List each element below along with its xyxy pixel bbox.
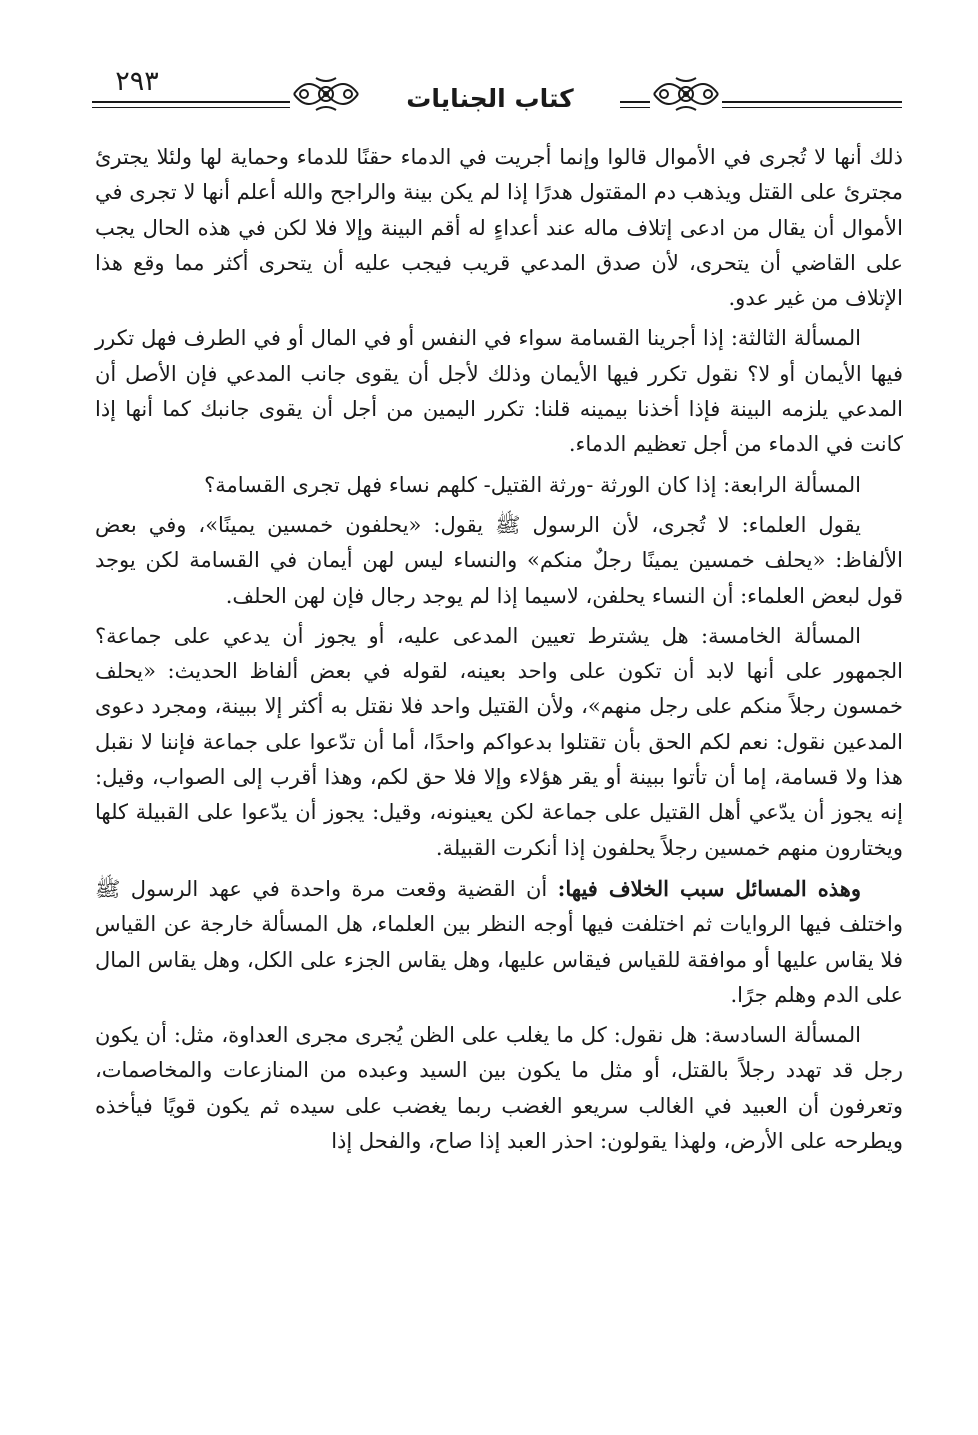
- paragraph-text: أن القضية وقعت مرة واحدة في عهد الرسول ﷺ واختلف فيها الروايات ثم اختلفت فيها أوجه النظر بين العلماء، هل المسألة خارجة عن القياس فلا يقاس عليها أو موافقة للقياس فيقاس عليها، وهل يقاس الجزء على الكل، وهل يقاس المال على الدم وهلم جرًا.: [95, 876, 903, 1007]
- paragraph: المسألة الخامسة: هل يشترط تعيين المدعى عليه، أو يجوز أن يدعي على جماعة؟ الجمهور على أنها لابد أن تكون على واحد بعينه، لقوله في بعض ألفاظ الحديث: «يحلف خمسون رجلاً منكم على رجل منهم»، ولأن القتيل واحد فلا نقتل به أكثر إلا ببينة، ومجرد دعوى المدعين نقول: نعم لكم الحق بأن تقتلوا بدعواكم واحدًا، أما أن تدّعوا على جماعة فإننا لا نقبل هذا ولا قسامة، إما أن تأتوا ببينة أو يقر هؤلاء وإلا فلا حق لكم، وهذا أقرب إلى الصواب، وقيل: إنه يجوز أن يدّعي أهل القتيل على جماعة لكن يعينونه، وقيل: يجوز أن يدّعوا على القبيلة كلها ويختارون منهم خمسين رجلاً يحلفون إذا أنكرت القبيلة.: [95, 623, 903, 860]
- paragraph: المسألة السادسة: هل نقول: كل ما يغلب على الظن يُجرى مجرى العداوة، مثل: أن يكون رجل قد تهدد رجلاً بالقتل، أو مثل ما يكون بين السيد وعبده من المنازعات والمخاصمات، وتعرفون أن العبيد في الغالب سريعو الغضب ربما يغضب على سيده ثم يكون قويًا فيأخذه ويطرحه على الأرض، ولهذا يقولون: احذر العبد إذا صاح، والفحل إذا: [95, 1023, 903, 1154]
- paragraph: يقول العلماء: لا تُجرى، لأن الرسول ﷺ يقول: «يحلفون خمسين يمينًا»، وفي بعض الألفاظ: «يحلف خمسين يمينًا رجلٌ منكم» والنساء ليس لهن أيمان في القسامة لكن يوجد قول لبعض العلماء: أن النساء يحلفن، لاسيما إذا لم يوجد رجال فإن لهن الحلف.: [95, 512, 903, 608]
- paragraph: المسألة الرابعة: إذا كان الورثة -ورثة القتيل- كلهم نساء فهل تجرى القسامة؟: [204, 472, 861, 497]
- page-header: [0, 0, 978, 140]
- paragraph: ذلك أنها لا تُجرى في الأموال قالوا وإنما أجريت في الدماء حقنًا للدماء وحماية لها ولئلا يجترئ مجترئ على القتل ويذهب دم المقتول هدرًا إذا لم يكن بينة والراجح والله أعلم أنها لا تجرى في الأموال أن يقال من ادعى إتلاف ماله عند أعداءٍ له أقم البينة وإلا فلا لكن في هذه الحال يجب على القاضي أن يتحرى، لأن صدق المدعي قريب فيجب عليه أن يتحرى أكثر مما وقع هذا الإتلاف من غير عدو.: [95, 145, 903, 311]
- paragraph: [95, 871, 903, 1013]
- arabesque-ornament-icon: [650, 70, 722, 118]
- chapter-title: كتاب الجنايات: [360, 80, 620, 120]
- arabesque-ornament-icon: [290, 70, 362, 118]
- paragraph-lead-bold: وهذه المسائل سبب الخلاف فيها:: [557, 875, 861, 901]
- body-text: [95, 140, 903, 1164]
- paragraph: المسألة الثالثة: إذا أجرينا القسامة سواء في النفس أو في المال أو في الطرف فهل تكرر فيها الأيمان أو لا؟ نقول تكرر فيها الأيمان وذلك لأجل أن يقوى جانب المدعي فإن الأصل أن المدعي يلزمه البينة فإذا أخذنا بيمينه قلنا: تكرر اليمين من أجل أن يقوى جانبك كما أنها إذا كانت في الدماء من أجل تعظيم الدماء.: [95, 326, 903, 457]
- page-number: ٢٩٣: [115, 66, 159, 97]
